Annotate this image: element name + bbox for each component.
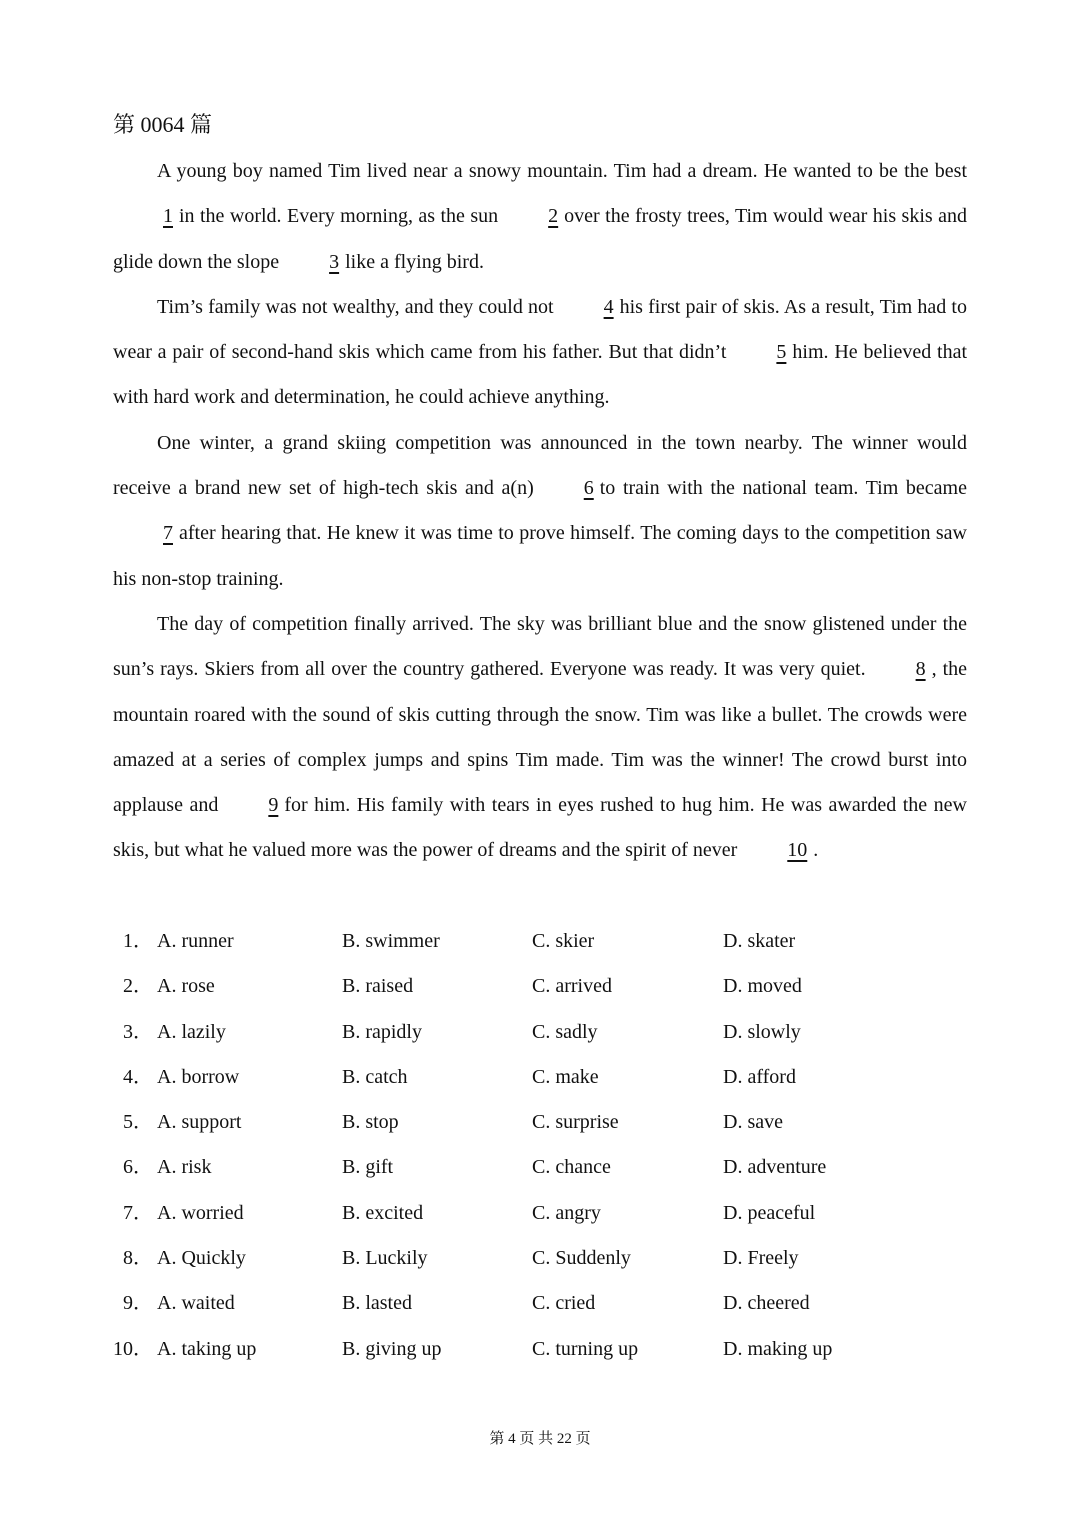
option-a: A. risk xyxy=(157,1156,212,1179)
page-footer: 第 4 页 共 22 页 xyxy=(489,1431,591,1447)
question-number: 7． xyxy=(123,1201,153,1224)
blank-2: 2 xyxy=(548,205,559,228)
option-a: A. waited xyxy=(157,1292,235,1315)
option-a: A. lazily xyxy=(157,1020,226,1043)
question-number: 9． xyxy=(123,1292,153,1315)
option-b: B. giving up xyxy=(342,1337,442,1360)
paragraph-1 xyxy=(113,149,967,285)
passage-text: One winter, a grand skiing competition was announced in the town nearby. The winner would receive a brand new set of high-tech skis and a(n) xyxy=(113,431,967,500)
question-number: 2． xyxy=(123,975,153,998)
question-number: 1． xyxy=(123,930,153,952)
option-a: A. taking up xyxy=(157,1337,257,1360)
cloze-passage xyxy=(113,149,967,874)
option-b: B. swimmer xyxy=(342,930,440,952)
option-d: D. making up xyxy=(723,1337,833,1360)
option-d: D. cheered xyxy=(723,1292,810,1315)
option-b: B. catch xyxy=(342,1065,408,1088)
answer-options xyxy=(113,919,967,1372)
option-b: B. gift xyxy=(342,1156,394,1179)
option-c: C. arrived xyxy=(532,975,612,998)
paragraph-2 xyxy=(113,285,967,421)
option-row xyxy=(113,919,967,964)
passage-text: for him. His family with tears in eyes rushed to hug him. He was awarded the new skis, but what he valued more was the power of dreams and the spirit of never xyxy=(113,794,967,862)
blank-10: 10 xyxy=(787,839,808,862)
option-a: A. borrow xyxy=(157,1065,240,1088)
blank-5: 5 xyxy=(776,341,787,364)
question-number: 6． xyxy=(123,1156,153,1179)
blank-7: 7 xyxy=(163,522,173,545)
passage-text: after hearing that. He knew it was time to prove himself. The coming days to the competition saw his non-stop training. xyxy=(113,522,967,590)
option-b: B. Luckily xyxy=(342,1247,428,1270)
option-d: D. Freely xyxy=(723,1247,799,1270)
option-row xyxy=(113,1010,967,1055)
option-b: B. stop xyxy=(342,1111,399,1134)
paragraph-3 xyxy=(113,421,967,602)
blank-4: 4 xyxy=(603,295,614,318)
passage-text: , the mountain roared with the sound of skis cutting through the snow. Tim was like a bullet. The crowds were amazed at a series of complex jumps and spins Tim made. Tim was the winner! The crowd burst into applause and xyxy=(113,658,968,817)
option-d: D. peaceful xyxy=(723,1201,816,1224)
option-row xyxy=(113,1145,967,1190)
option-row xyxy=(113,1327,967,1372)
passage-text: Tim’s family was not wealthy, and they could not xyxy=(157,295,554,318)
option-b: B. raised xyxy=(342,975,414,998)
option-row xyxy=(113,964,967,1009)
blank-9: 9 xyxy=(268,794,279,817)
option-d: D. save xyxy=(723,1111,783,1134)
option-d: D. slowly xyxy=(723,1020,801,1043)
option-c: C. chance xyxy=(532,1156,611,1179)
passage-text: A young boy named Tim lived near a snowy mountain. Tim had a dream. He wanted to be the best xyxy=(157,160,967,182)
passage-text: his first pair of skis. As a result, Tim had to wear a pair of second-hand skis which came from his father. But that didn’t xyxy=(113,295,967,364)
question-number: 3． xyxy=(123,1020,153,1043)
option-c: C. skier xyxy=(532,930,595,952)
passage-text: to train with the national team. Tim became xyxy=(599,477,967,500)
option-row xyxy=(113,1055,967,1100)
option-row xyxy=(113,1100,967,1145)
option-a: A. Quickly xyxy=(157,1247,246,1270)
option-c: C. turning up xyxy=(532,1337,639,1360)
option-c: C. sadly xyxy=(532,1020,598,1043)
question-number: 5． xyxy=(123,1111,153,1134)
option-d: D. afford xyxy=(723,1065,796,1088)
passage-text: like a flying bird. xyxy=(345,250,484,273)
option-a: A. support xyxy=(157,1111,242,1134)
option-d: D. moved xyxy=(723,975,802,998)
option-c: C. Suddenly xyxy=(532,1247,631,1270)
paragraph-4 xyxy=(113,602,967,874)
option-b: B. rapidly xyxy=(342,1020,422,1043)
option-c: C. angry xyxy=(532,1201,601,1224)
option-a: A. worried xyxy=(157,1201,244,1224)
passage-text: him. He believed that with hard work and determination, he could achieve anything. xyxy=(113,341,968,409)
question-number: 10． xyxy=(113,1337,153,1360)
passage-text: The day of competition finally arrived. The sky was brilliant blue and the snow glistened under the sun’s rays. Skiers from all over the country gathered. Everyone was ready. It was very quiet. xyxy=(113,612,967,681)
blank-6: 6 xyxy=(583,477,594,500)
passage-text: in the world. Every morning, as the sun xyxy=(179,205,499,228)
blank-3: 3 xyxy=(329,250,340,273)
option-d: D. adventure xyxy=(723,1156,827,1179)
blank-8: 8 xyxy=(915,658,926,681)
option-b: B. lasted xyxy=(342,1292,412,1315)
blank-1: 1 xyxy=(163,205,173,228)
option-c: C. make xyxy=(532,1065,599,1088)
passage-text: . xyxy=(813,839,819,862)
option-row xyxy=(113,1191,967,1236)
option-row xyxy=(113,1236,967,1281)
option-d: D. skater xyxy=(723,930,796,952)
option-a: A. rose xyxy=(157,975,215,998)
option-a: A. runner xyxy=(157,930,234,952)
option-c: C. cried xyxy=(532,1292,596,1315)
option-row xyxy=(113,1281,967,1326)
option-b: B. excited xyxy=(342,1201,424,1224)
section-title: 第 0064 篇 xyxy=(113,112,213,137)
passage-text: over the frosty trees, Tim would wear his skis and glide down the slope xyxy=(113,205,967,273)
option-c: C. surprise xyxy=(532,1111,619,1134)
question-number: 8． xyxy=(123,1247,153,1270)
question-number: 4． xyxy=(123,1065,153,1088)
